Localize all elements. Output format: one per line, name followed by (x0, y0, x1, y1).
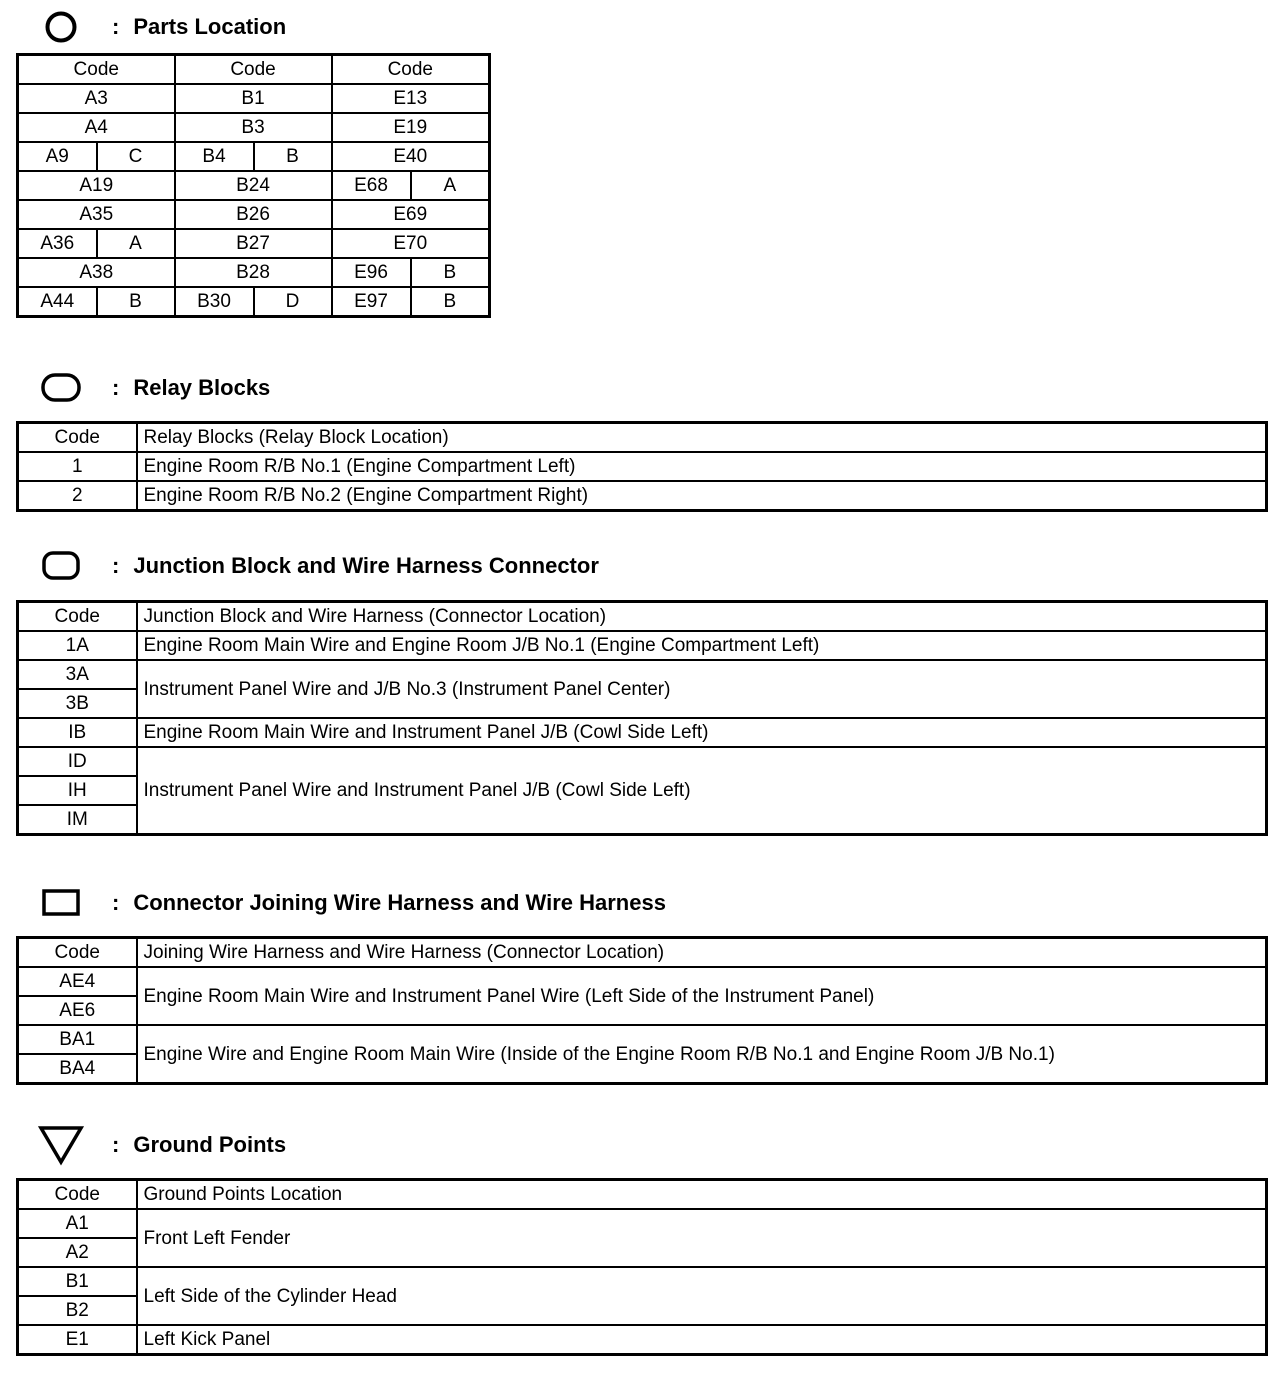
code-header: Code (18, 423, 137, 453)
part-code: E68 (332, 171, 411, 200)
code-cell: ID (18, 747, 137, 776)
connector-letter: C (97, 142, 175, 171)
connector-letter: B (254, 142, 332, 171)
table-row (18, 1267, 1267, 1296)
table-row (18, 258, 490, 287)
part-code: B27 (175, 229, 332, 258)
section-title: Connector Joining Wire Harness and Wire Harness (133, 890, 666, 915)
part-code: B1 (175, 84, 332, 113)
rounded-square-icon (36, 546, 86, 586)
table-row (18, 287, 490, 317)
code-cell: 3B (18, 689, 137, 718)
table-row (18, 1325, 1267, 1355)
code-cell: 1A (18, 631, 137, 660)
table-row (18, 1025, 1267, 1054)
code-cell: A1 (18, 1209, 137, 1238)
part-code: B28 (175, 258, 332, 287)
connector-letter: A (411, 171, 490, 200)
table-row (18, 84, 490, 113)
connector-letter: B (411, 287, 490, 317)
part-code: E97 (332, 287, 411, 317)
part-code: A19 (18, 171, 175, 200)
code-cell: IH (18, 776, 137, 805)
heading-colon: : (112, 14, 120, 39)
table-row (18, 747, 1267, 776)
heading-colon: : (112, 553, 120, 578)
connector-heading (36, 883, 666, 923)
code-cell: E1 (18, 1325, 137, 1355)
junction-block-heading (36, 546, 599, 586)
code-cell: AE6 (18, 996, 137, 1025)
column-header: Code (18, 55, 175, 85)
connector-letter: B (411, 258, 490, 287)
rounded-rectangle-icon (36, 368, 86, 408)
ground-points-table (16, 1178, 1268, 1356)
description-cell: Engine Room R/B No.1 (Engine Compartment Left) (137, 452, 1267, 481)
code-cell: 3A (18, 660, 137, 689)
location-header: Relay Blocks (Relay Block Location) (137, 423, 1267, 453)
table-row (18, 113, 490, 142)
part-code: A3 (18, 84, 175, 113)
part-code: B26 (175, 200, 332, 229)
code-header: Code (18, 938, 137, 968)
part-code: A35 (18, 200, 175, 229)
table-row (18, 171, 490, 200)
table-header-row (18, 55, 490, 85)
code-cell: B1 (18, 1267, 137, 1296)
description-cell: Engine Room R/B No.2 (Engine Compartment Right) (137, 481, 1267, 511)
table-header-row (18, 602, 1267, 632)
ground-points-heading (36, 1125, 286, 1165)
code-cell: IM (18, 805, 137, 835)
section-title: Parts Location (133, 14, 287, 39)
code-cell: AE4 (18, 967, 137, 996)
description-cell: Left Kick Panel (137, 1325, 1267, 1355)
code-cell: 1 (18, 452, 137, 481)
triangle-down-icon (36, 1125, 86, 1165)
description-cell: Engine Room Main Wire and Instrument Panel Wire (Left Side of the Instrument Panel) (137, 967, 1267, 1025)
part-code: E19 (332, 113, 490, 142)
description-cell: Engine Room Main Wire and Instrument Panel J/B (Cowl Side Left) (137, 718, 1267, 747)
relay-blocks-table (16, 421, 1268, 512)
column-header: Code (175, 55, 332, 85)
part-code: E70 (332, 229, 490, 258)
part-code: A4 (18, 113, 175, 142)
part-code: E96 (332, 258, 411, 287)
table-row (18, 481, 1267, 511)
part-code: B4 (175, 142, 254, 171)
circle-icon (36, 7, 86, 47)
code-cell: A2 (18, 1238, 137, 1267)
connector-letter: B (97, 287, 175, 317)
section-title: Relay Blocks (133, 375, 271, 400)
part-code: A44 (18, 287, 97, 317)
code-cell: 2 (18, 481, 137, 511)
heading-colon: : (112, 890, 120, 915)
description-cell: Engine Room Main Wire and Engine Room J/B No.1 (Engine Compartment Left) (137, 631, 1267, 660)
location-header: Joining Wire Harness and Wire Harness (Connector Location) (137, 938, 1267, 968)
code-cell: BA1 (18, 1025, 137, 1054)
code-header: Code (18, 1180, 137, 1210)
heading-colon: : (112, 375, 120, 400)
part-code: E13 (332, 84, 490, 113)
section-title: Junction Block and Wire Harness Connector (133, 553, 599, 578)
part-code: A36 (18, 229, 97, 258)
description-cell: Left Side of the Cylinder Head (137, 1267, 1267, 1325)
heading-colon: : (112, 1132, 120, 1157)
parts-location-heading (36, 7, 286, 47)
part-code: B3 (175, 113, 332, 142)
table-header-row (18, 423, 1267, 453)
code-cell: IB (18, 718, 137, 747)
connector-letter: A (97, 229, 175, 258)
code-header: Code (18, 602, 137, 632)
part-code: A9 (18, 142, 97, 171)
table-row (18, 229, 490, 258)
relay-blocks-heading (36, 368, 270, 408)
part-code: E69 (332, 200, 490, 229)
table-row (18, 1209, 1267, 1238)
description-cell: Instrument Panel Wire and Instrument Panel J/B (Cowl Side Left) (137, 747, 1267, 835)
description-cell: Instrument Panel Wire and J/B No.3 (Instrument Panel Center) (137, 660, 1267, 718)
parts-location-table (16, 53, 491, 318)
location-header: Ground Points Location (137, 1180, 1267, 1210)
table-row (18, 718, 1267, 747)
location-header: Junction Block and Wire Harness (Connector Location) (137, 602, 1267, 632)
junction-block-table (16, 600, 1268, 836)
table-row (18, 200, 490, 229)
section-title: Ground Points (133, 1132, 287, 1157)
part-code: A38 (18, 258, 175, 287)
part-code: B24 (175, 171, 332, 200)
description-cell: Engine Wire and Engine Room Main Wire (Inside of the Engine Room R/B No.1 and Engine Room J/B No.1) (137, 1025, 1267, 1084)
description-cell: Front Left Fender (137, 1209, 1267, 1267)
part-code: B30 (175, 287, 254, 317)
column-header: Code (332, 55, 490, 85)
connector-letter: D (254, 287, 332, 317)
table-row (18, 660, 1267, 689)
table-row (18, 452, 1267, 481)
table-row (18, 631, 1267, 660)
rectangle-icon (36, 883, 86, 923)
table-row (18, 967, 1267, 996)
part-code: E40 (332, 142, 490, 171)
table-header-row (18, 938, 1267, 968)
table-header-row (18, 1180, 1267, 1210)
table-row (18, 142, 490, 171)
code-cell: BA4 (18, 1054, 137, 1084)
code-cell: B2 (18, 1296, 137, 1325)
connector-table (16, 936, 1268, 1085)
